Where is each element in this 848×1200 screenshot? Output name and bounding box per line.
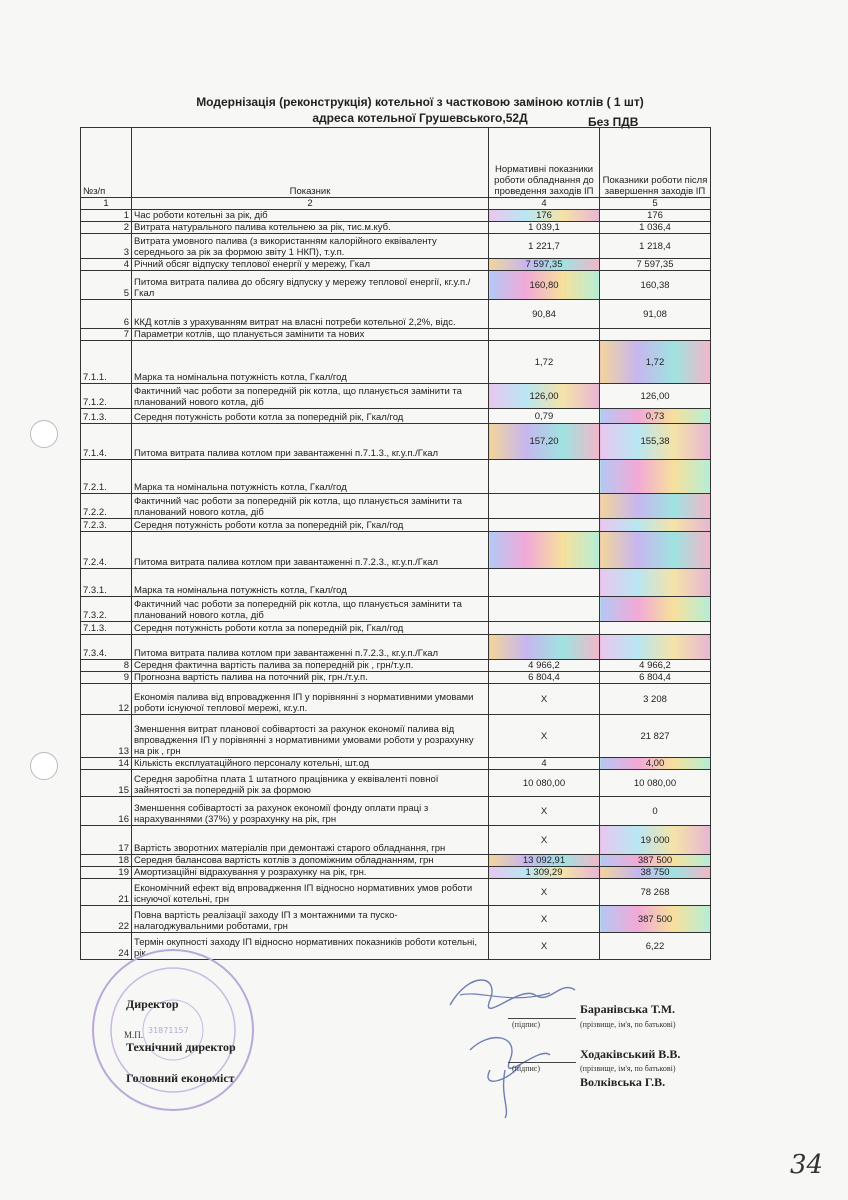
row-number: 19 <box>81 867 132 879</box>
table-row <box>81 341 711 384</box>
row-value-before: 1 221,7 <box>489 234 600 259</box>
row-indicator: Економія палива від впровадження ІП у порівнянні з нормативними умовами роботи існуючої теплової мережі, кг.у.п. <box>132 684 489 715</box>
row-number: 7.3.4. <box>81 635 132 660</box>
row-number: 2 <box>81 222 132 234</box>
row-indicator: Параметри котлів, що планується замінити та нових <box>132 329 489 341</box>
chief-economist-name: Волківська Г.В. <box>580 1075 666 1089</box>
table-row <box>81 259 711 271</box>
table-row <box>81 300 711 329</box>
header-indicator: Показник <box>132 128 489 198</box>
row-value-before: 1 309,29 <box>489 867 600 879</box>
row-number: 7.1.1. <box>81 341 132 384</box>
row-value-before: Х <box>489 933 600 960</box>
row-value-before: Х <box>489 826 600 855</box>
punch-hole-bottom <box>30 752 58 780</box>
row-value-before: Х <box>489 715 600 758</box>
row-value-before: 7 597,35 <box>489 259 600 271</box>
row-value-before: 1,72 <box>489 341 600 384</box>
name-caption-1: (прізвище, ім'я, по батькові) <box>580 1020 676 1029</box>
row-number: 6 <box>81 300 132 329</box>
row-value-before: Х <box>489 797 600 826</box>
row-value-before: 4 966,2 <box>489 660 600 672</box>
row-indicator: Час роботи котельні за рік, діб <box>132 210 489 222</box>
row-number: 21 <box>81 879 132 906</box>
indicators-table <box>80 127 711 960</box>
row-indicator: ККД котлів з урахуванням витрат на власні потреби котельної 2,2%, відс. <box>132 300 489 329</box>
table-row <box>81 715 711 758</box>
row-indicator: Середня балансова вартість котлів з допоміжним обладнанням, грн <box>132 855 489 867</box>
row-number: 15 <box>81 770 132 797</box>
table-row <box>81 906 711 933</box>
table-row <box>81 519 711 532</box>
table-row <box>81 660 711 672</box>
row-indicator: Повна вартість реалізації заходу ІП з монтажними та пуско-налагоджувальними роботами, грн <box>132 906 489 933</box>
table-row <box>81 532 711 569</box>
header-before: Нормативні показники роботи обладнання до проведення заходів ІП <box>489 128 600 198</box>
row-value-after <box>600 519 711 532</box>
row-value-after <box>600 622 711 635</box>
row-value-before: 157,20 <box>489 424 600 460</box>
vat-note: Без ПДВ <box>588 115 639 129</box>
table-row <box>81 622 711 635</box>
table-row <box>81 797 711 826</box>
row-value-before <box>489 329 600 341</box>
row-indicator: Кількість експлуатаційного персоналу котельні, шт.од <box>132 758 489 770</box>
table-row <box>81 384 711 409</box>
row-value-after: 1 218,4 <box>600 234 711 259</box>
table-row <box>81 855 711 867</box>
row-number: 1 <box>81 210 132 222</box>
table-row <box>81 210 711 222</box>
row-value-after: 1 036,4 <box>600 222 711 234</box>
row-value-after: 6,22 <box>600 933 711 960</box>
tech-director-title: Технічний директор <box>126 1040 236 1054</box>
tech-director-signature <box>450 1020 570 1120</box>
row-indicator: Витрата умовного палива (з використанням калорійного еквіваленту середнього за рік за формою звіту 1 НКП), т.у.п. <box>132 234 489 259</box>
row-value-after <box>600 494 711 519</box>
row-indicator: Термін окупності заходу ІП відносно нормативних показників роботи котельні, рік <box>132 933 489 960</box>
table-row <box>81 672 711 684</box>
table-row <box>81 758 711 770</box>
row-indicator: Зменшення витрат планової собівартості за рахунок економії палива від впровадження ІП у порівнянні з нормативними умовами роботи у розрахунку на рік , грн <box>132 715 489 758</box>
row-value-before: Х <box>489 879 600 906</box>
row-indicator: Середня потужність роботи котла за попередній рік, Гкал/год <box>132 519 489 532</box>
row-value-after: 387 500 <box>600 906 711 933</box>
row-indicator: Марка та номінальна потужність котла, Гкал/год <box>132 569 489 597</box>
index-2: 2 <box>132 198 489 210</box>
row-indicator: Марка та номінальна потужність котла, Гкал/год <box>132 341 489 384</box>
row-indicator: Річний обсяг відпуску теплової енергії у мережу, Гкал <box>132 259 489 271</box>
row-value-after: 0,73 <box>600 409 711 424</box>
chief-economist-title: Головний економіст <box>126 1071 235 1085</box>
row-number: 7.1.4. <box>81 424 132 460</box>
row-value-after <box>600 532 711 569</box>
row-indicator: Вартість зворотних матеріалів при демонтажі старого обладнання, грн <box>132 826 489 855</box>
row-number: 14 <box>81 758 132 770</box>
row-number: 17 <box>81 826 132 855</box>
page-number: 34 <box>790 1150 824 1180</box>
row-indicator: Фактичний час роботи за попередній рік котла, що планується замінити та планований нового котла, діб <box>132 384 489 409</box>
row-value-after: 1,72 <box>600 341 711 384</box>
row-value-after <box>600 460 711 494</box>
row-indicator: Питома витрата палива котлом при завантаженні п.7.2.3., кг.у.п./Гкал <box>132 532 489 569</box>
table-row <box>81 222 711 234</box>
index-5: 5 <box>600 198 711 210</box>
row-number: 7.2.1. <box>81 460 132 494</box>
row-indicator: Витрата натурального палива котельнею за рік, тис.м.куб. <box>132 222 489 234</box>
row-value-after: 126,00 <box>600 384 711 409</box>
row-value-after <box>600 597 711 622</box>
row-value-before <box>489 569 600 597</box>
document-title: Модернізація (реконструкція) котельної з частковою заміною котлів ( 1 шт) <box>196 95 644 109</box>
row-value-after <box>600 569 711 597</box>
table-row <box>81 597 711 622</box>
row-value-after: 3 208 <box>600 684 711 715</box>
row-number: 16 <box>81 797 132 826</box>
row-value-after: 10 080,00 <box>600 770 711 797</box>
row-value-after: 160,38 <box>600 271 711 300</box>
company-seal-stamp <box>88 945 258 1115</box>
column-index-row <box>81 198 711 210</box>
row-number: 7 <box>81 329 132 341</box>
row-indicator: Середня фактична вартість палива за попередній рік , грн/т.у.п. <box>132 660 489 672</box>
row-value-before: 1 039,1 <box>489 222 600 234</box>
row-value-before: 90,84 <box>489 300 600 329</box>
row-value-after: 0 <box>600 797 711 826</box>
row-number: 24 <box>81 933 132 960</box>
row-value-before: 0,79 <box>489 409 600 424</box>
seal-place-label: М.П. <box>124 1030 144 1040</box>
row-indicator: Питома витрата палива до обсягу відпуску у мережу теплової енергії, кг.у.п./Гкал <box>132 271 489 300</box>
row-value-before: 6 804,4 <box>489 672 600 684</box>
row-indicator: Фактичний час роботи за попередній рік котла, що планується замінити та планований нового котла, діб <box>132 494 489 519</box>
index-4: 4 <box>489 198 600 210</box>
boiler-address: адреса котельної Грушевського,52Д <box>312 111 528 125</box>
row-indicator: Питома витрата палива котлом при завантаженні п.7.2.3., кг.у.п./Гкал <box>132 635 489 660</box>
row-value-after: 155,38 <box>600 424 711 460</box>
row-value-before <box>489 597 600 622</box>
table-row <box>81 879 711 906</box>
row-indicator: Фактичний час роботи за попередній рік котла, що планується замінити та планований нового котла, діб <box>132 597 489 622</box>
row-indicator: Марка та номінальна потужність котла, Гкал/год <box>132 460 489 494</box>
row-value-before: 176 <box>489 210 600 222</box>
table-header-row <box>81 128 711 198</box>
row-value-before: 126,00 <box>489 384 600 409</box>
row-value-before <box>489 635 600 660</box>
row-number: 3 <box>81 234 132 259</box>
director-name: Баранівська Т.М. <box>580 1002 676 1016</box>
row-value-after: 7 597,35 <box>600 259 711 271</box>
row-value-before: Х <box>489 684 600 715</box>
row-number: 7.3.1. <box>81 569 132 597</box>
row-value-after: 4 966,2 <box>600 660 711 672</box>
row-value-after: 78 268 <box>600 879 711 906</box>
row-number: 8 <box>81 660 132 672</box>
director-title: Директор <box>126 997 179 1011</box>
row-value-after: 6 804,4 <box>600 672 711 684</box>
row-value-before: 4 <box>489 758 600 770</box>
table-row <box>81 409 711 424</box>
row-number: 4 <box>81 259 132 271</box>
row-indicator: Економічний ефект від впровадження ІП відносно нормативних умов роботи існуючої котельні, грн <box>132 879 489 906</box>
row-number: 7.2.2. <box>81 494 132 519</box>
header-after: Показники роботи після завершення заходів ІП <box>600 128 711 198</box>
row-value-before: 13 092,91 <box>489 855 600 867</box>
row-indicator: Зменшення собівартості за рахунок економії фонду оплати праці з нарахуваннями (37%) у розрахунку на рік, грн <box>132 797 489 826</box>
row-value-before <box>489 532 600 569</box>
row-value-after: 38 750 <box>600 867 711 879</box>
table-row <box>81 494 711 519</box>
row-number: 18 <box>81 855 132 867</box>
row-number: 22 <box>81 906 132 933</box>
row-indicator: Середня потужність роботи котла за попередній рік, Гкал/год <box>132 622 489 635</box>
table-row <box>81 424 711 460</box>
row-number: 7.2.3. <box>81 519 132 532</box>
row-value-after: 91,08 <box>600 300 711 329</box>
signature-caption-1: (підпис) <box>512 1020 541 1029</box>
row-value-after <box>600 329 711 341</box>
row-indicator: Середня потужність роботи котла за попередній рік, Гкал/год <box>132 409 489 424</box>
row-number: 7.3.2. <box>81 597 132 622</box>
svg-text:31871157: 31871157 <box>148 1026 189 1035</box>
table-row <box>81 635 711 660</box>
row-value-after: 19 000 <box>600 826 711 855</box>
table-row <box>81 460 711 494</box>
row-number: 7.1.3. <box>81 622 132 635</box>
row-number: 7.1.3. <box>81 409 132 424</box>
row-number: 7.1.2. <box>81 384 132 409</box>
table-row <box>81 271 711 300</box>
table-row <box>81 329 711 341</box>
name-caption-2: (прізвище, ім'я, по батькові) <box>580 1064 676 1073</box>
row-number: 12 <box>81 684 132 715</box>
tech-director-name: Ходаківський В.В. <box>580 1047 681 1061</box>
row-value-before <box>489 460 600 494</box>
signature-caption-2: (підпис) <box>512 1064 541 1073</box>
row-indicator: Питома витрата палива котлом при завантаженні п.7.1.3., кг.у.п./Гкал <box>132 424 489 460</box>
index-1: 1 <box>81 198 132 210</box>
header-number: №з/п <box>81 128 132 198</box>
row-value-before <box>489 494 600 519</box>
director-signature <box>440 965 580 1025</box>
table-row <box>81 770 711 797</box>
row-value-before: Х <box>489 906 600 933</box>
punch-hole-top <box>30 420 58 448</box>
row-number: 9 <box>81 672 132 684</box>
row-value-after: 21 827 <box>600 715 711 758</box>
table-row <box>81 826 711 855</box>
table-row <box>81 684 711 715</box>
row-indicator: Середня заробітна плата 1 штатного працівника у еквіваленті повної зайнятості за попередній рік за формою <box>132 770 489 797</box>
row-value-after: 176 <box>600 210 711 222</box>
row-value-after: 4,00 <box>600 758 711 770</box>
row-indicator: Амортизаційні відрахування у розрахунку на рік, грн. <box>132 867 489 879</box>
table-row <box>81 234 711 259</box>
table-row <box>81 867 711 879</box>
row-number: 5 <box>81 271 132 300</box>
row-number: 13 <box>81 715 132 758</box>
table-row <box>81 569 711 597</box>
row-value-before <box>489 622 600 635</box>
row-value-before <box>489 519 600 532</box>
row-value-after <box>600 635 711 660</box>
row-number: 7.2.4. <box>81 532 132 569</box>
row-value-after: 387 500 <box>600 855 711 867</box>
row-indicator: Прогнозна вартість палива на поточний рік, грн./т.у.п. <box>132 672 489 684</box>
row-value-before: 160,80 <box>489 271 600 300</box>
row-value-before: 10 080,00 <box>489 770 600 797</box>
